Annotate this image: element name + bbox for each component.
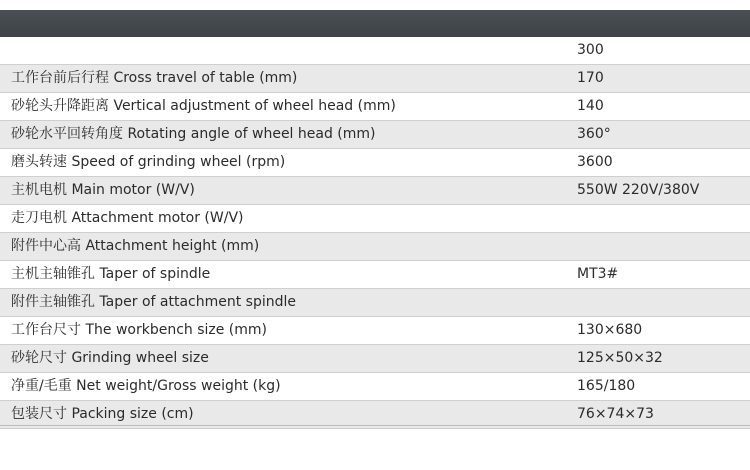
spec-label: 附件中心高 Attachment height (mm): [0, 233, 567, 261]
table-row: [0, 289, 750, 317]
spec-value: 125×50×32: [567, 345, 750, 373]
table-row: [0, 149, 750, 177]
spec-value: 3600: [567, 149, 750, 177]
table-row: [0, 65, 750, 93]
spec-label: 磨头转速 Speed of grinding wheel (rpm): [0, 149, 567, 177]
table-row: [0, 233, 750, 261]
table-row: [0, 177, 750, 205]
spec-label: 砂轮尺寸 Grinding wheel size: [0, 345, 567, 373]
table-row: [0, 121, 750, 149]
spec-label: 附件主轴锥孔 Taper of attachment spindle: [0, 289, 567, 317]
spec-value: 300: [567, 37, 750, 65]
spec-value: MT3#: [567, 261, 750, 289]
spec-value: 130×680: [567, 317, 750, 345]
spec-label: 工作台尺寸 The workbench size (mm): [0, 317, 567, 345]
spec-value: [567, 233, 750, 261]
spec-value: 550W 220V/380V: [567, 177, 750, 205]
spec-value: 170: [567, 65, 750, 93]
spec-value: [567, 205, 750, 233]
spec-label: 砂轮水平回转角度 Rotating angle of wheel head (mm): [0, 121, 567, 149]
spec-label: 砂轮头升降距离 Vertical adjustment of wheel head (mm): [0, 93, 567, 121]
table-header-bar: [0, 10, 750, 37]
table-bottom-rule: [0, 425, 750, 426]
spec-label: [0, 37, 567, 65]
table-row: [0, 93, 750, 121]
spec-value: 165/180: [567, 373, 750, 401]
table-row: [0, 345, 750, 373]
table-row: [0, 317, 750, 345]
table-row: [0, 37, 750, 65]
spec-value: 140: [567, 93, 750, 121]
table-row: [0, 261, 750, 289]
table-row: [0, 205, 750, 233]
spec-label: 走刀电机 Attachment motor (W/V): [0, 205, 567, 233]
spec-label: 包装尺寸 Packing size (cm): [0, 401, 567, 429]
spec-label: 主机电机 Main motor (W/V): [0, 177, 567, 205]
spec-table: [0, 37, 750, 429]
table-row: [0, 373, 750, 401]
spec-label: 净重/毛重 Net weight/Gross weight (kg): [0, 373, 567, 401]
spec-value: 360°: [567, 121, 750, 149]
spec-value: 76×74×73: [567, 401, 750, 429]
spec-label: 工作台前后行程 Cross travel of table (mm): [0, 65, 567, 93]
spec-value: [567, 289, 750, 317]
spec-label: 主机主轴锥孔 Taper of spindle: [0, 261, 567, 289]
